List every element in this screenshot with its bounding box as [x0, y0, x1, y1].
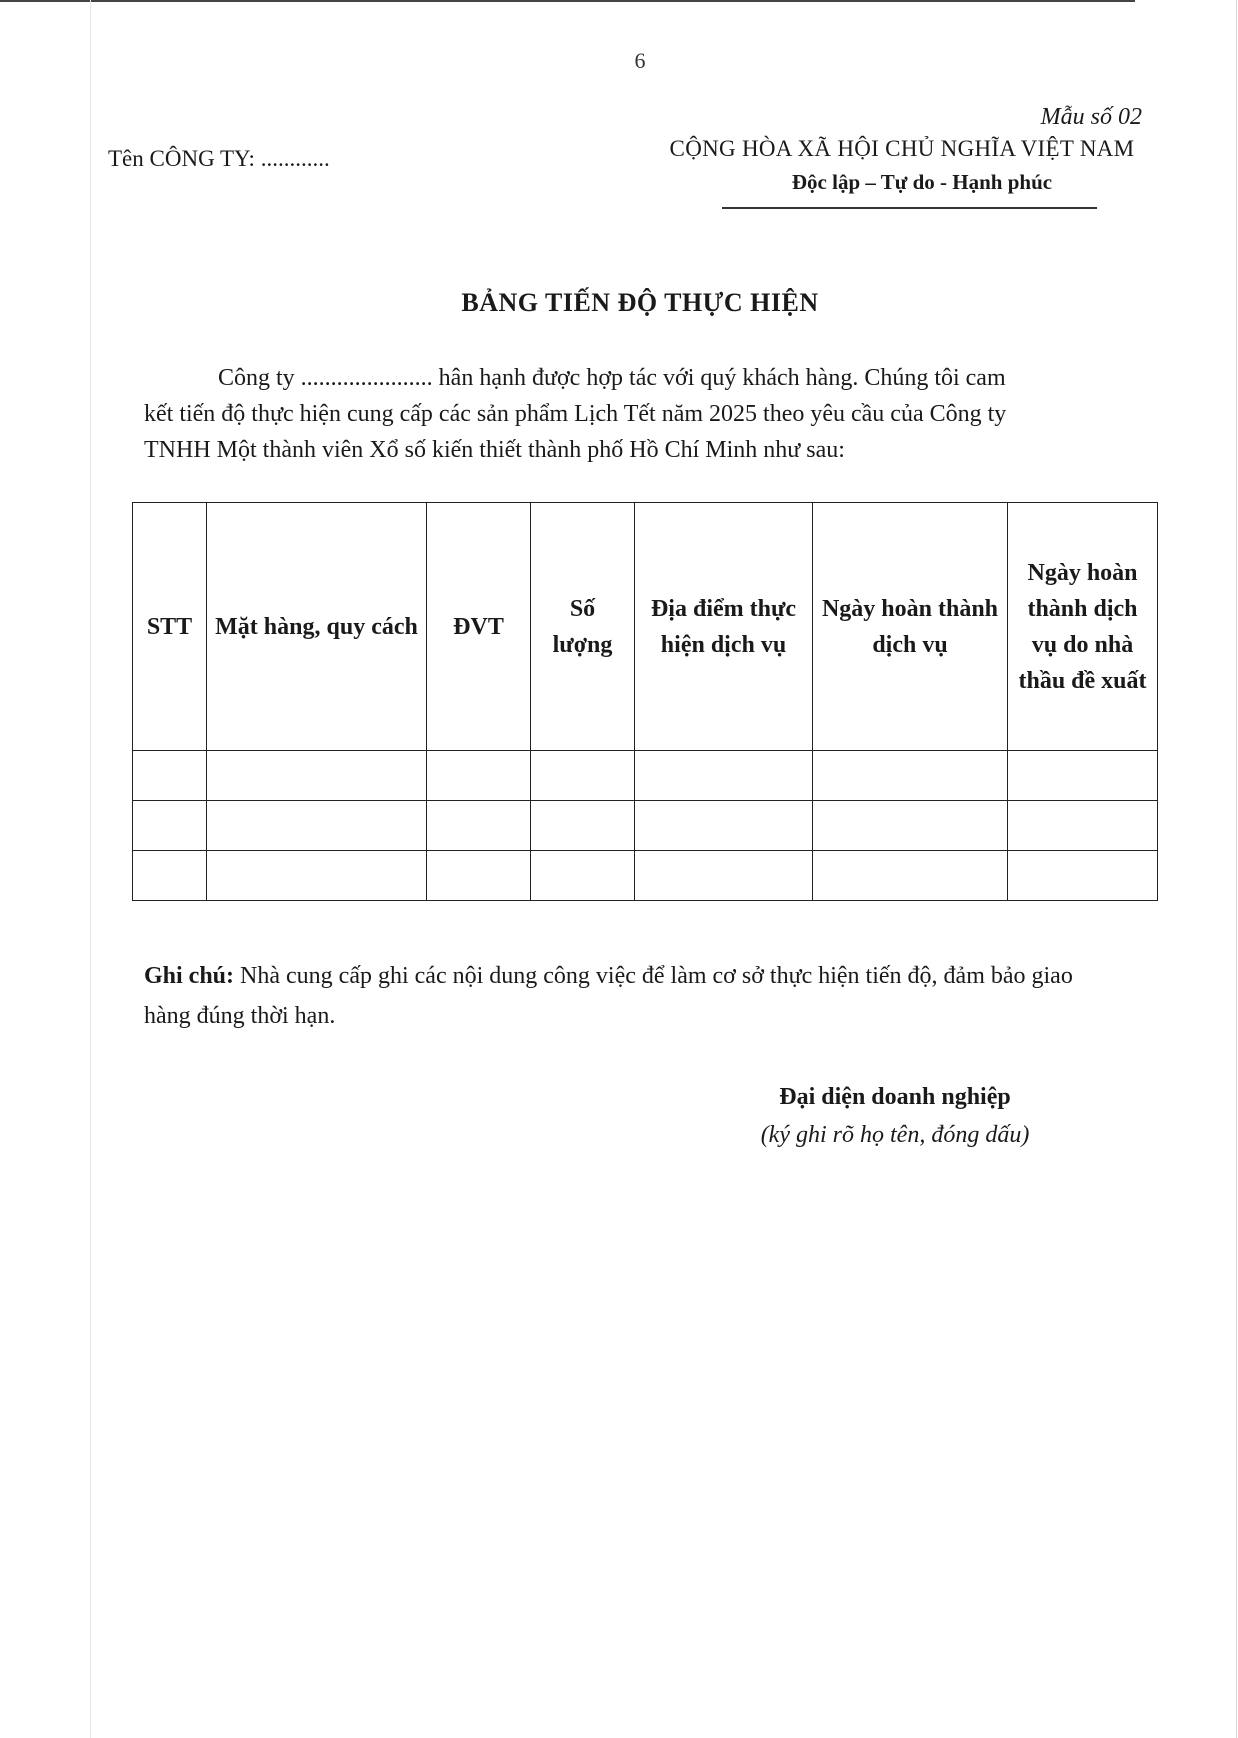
table-cell — [635, 851, 813, 901]
intro-line-1: Công ty ...................... hân hạnh được hợp tác với quý khách hàng. Chúng tôi cam — [218, 365, 1006, 391]
company-name-line: Tên CÔNG TY: ............ — [108, 146, 330, 171]
table-cell — [207, 751, 427, 801]
form-code: Mẫu số 02 — [1040, 104, 1142, 130]
note-label: Ghi chú: — [144, 963, 235, 989]
intro-line-2: kết tiến độ thực hiện cung cấp các sản phẩm Lịch Tết năm 2025 theo yêu cầu của Công ty — [144, 401, 1007, 427]
table-cell — [813, 751, 1008, 801]
table-cell — [1008, 801, 1158, 851]
table-cell — [813, 851, 1008, 901]
intro-paragraph — [144, 360, 1142, 468]
header-cell-quantity: Số lượng — [531, 503, 635, 751]
table-cell — [635, 751, 813, 801]
table-cell — [133, 801, 207, 851]
table-cell — [427, 751, 531, 801]
header-cell-item: Mặt hàng, quy cách — [207, 503, 427, 751]
table-cell — [635, 801, 813, 851]
header-cell-completion-date: Ngày hoàn thành dịch vụ — [813, 503, 1008, 751]
table-cell — [427, 801, 531, 851]
table-cell — [133, 851, 207, 901]
table-row — [133, 801, 1158, 851]
top-border-line — [0, 0, 1135, 2]
note-paragraph — [144, 956, 1104, 1036]
table-row — [133, 751, 1158, 801]
document-title: BẢNG TIẾN ĐỘ THỰC HIỆN — [461, 288, 819, 317]
table-cell — [531, 851, 635, 901]
national-motto: Độc lập – Tự do - Hạnh phúc — [791, 170, 1053, 194]
table-cell — [813, 801, 1008, 851]
table-cell — [133, 751, 207, 801]
table-row — [133, 851, 1158, 901]
motto-underline — [722, 207, 1097, 209]
table-cell — [531, 801, 635, 851]
table-cell — [427, 851, 531, 901]
progress-table — [132, 502, 1158, 901]
table-cell — [1008, 751, 1158, 801]
signature-title: Đại diện doanh nghiệp — [779, 1084, 1011, 1110]
note-text: Nhà cung cấp ghi các nội dung công việc để làm cơ sở thực hiện tiến độ, đảm bảo giao hàng đúng thời hạn. — [144, 963, 1073, 1029]
table-cell — [207, 851, 427, 901]
signature-hint: (ký ghi rõ họ tên, đóng dấu) — [760, 1122, 1030, 1148]
intro-line-3: TNHH Một thành viên Xổ số kiến thiết thành phố Hồ Chí Minh như sau: — [144, 437, 845, 463]
header-cell-location: Địa điểm thực hiện dịch vụ — [635, 503, 813, 751]
scan-left-edge — [90, 0, 91, 1738]
header-cell-unit: ĐVT — [427, 503, 531, 751]
national-title: CỘNG HÒA XÃ HỘI CHỦ NGHĨA VIỆT NAM — [669, 136, 1135, 161]
table-cell — [531, 751, 635, 801]
table-cell — [207, 801, 427, 851]
header-cell-proposed-date: Ngày hoàn thành dịch vụ do nhà thầu đề xuất — [1008, 503, 1158, 751]
scan-right-edge — [1236, 0, 1237, 1738]
table-cell — [1008, 851, 1158, 901]
table-header-row — [133, 503, 1158, 751]
page-number: 6 — [634, 48, 646, 73]
header-cell-stt: STT — [133, 503, 207, 751]
